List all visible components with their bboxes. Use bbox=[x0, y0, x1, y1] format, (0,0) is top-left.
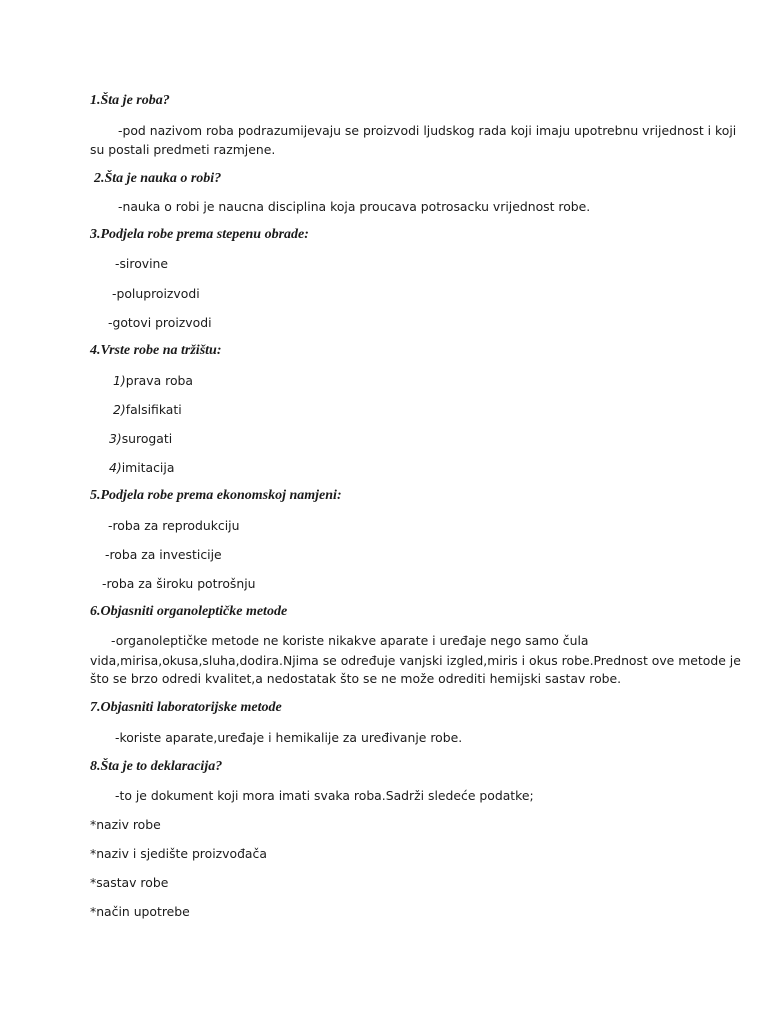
question-1-title: 1.Šta je roba? bbox=[90, 93, 170, 108]
list-item: -roba za široku potrošnju bbox=[102, 576, 256, 591]
list-item-number: 3) bbox=[109, 431, 122, 446]
list-item-number: 4) bbox=[109, 460, 122, 475]
list-item: *sastav robe bbox=[90, 875, 169, 890]
list-item: *naziv robe bbox=[90, 817, 161, 832]
question-6-answer-line-2: vida,mirisa,okusa,sluha,dodira.Njima se određuje vanjski izgled,miris i okus robe.Prednost ove metode je bbox=[90, 653, 741, 668]
question-4-title: 4.Vrste robe na tržištu: bbox=[90, 343, 222, 358]
question-7-answer: -koriste aparate,uređaje i hemikalije za uređivanje robe. bbox=[115, 730, 463, 745]
question-1-answer-line-2: su postali predmeti razmjene. bbox=[90, 142, 276, 157]
list-item-number: 2) bbox=[113, 402, 126, 417]
question-3-title: 3.Podjela robe prema stepenu obrade: bbox=[90, 227, 309, 242]
list-item: *naziv i sjedište proizvođača bbox=[90, 846, 267, 861]
question-1-answer-line-1: -pod nazivom roba podrazumijevaju se proizvodi ljudskog rada koji imaju upotrebnu vrijednost i koji bbox=[118, 123, 737, 138]
question-8-answer: -to je dokument koji mora imati svaka roba.Sadrži sledeće podatke; bbox=[115, 788, 534, 803]
list-item bbox=[113, 371, 193, 390]
list-item-text: falsifikati bbox=[125, 402, 182, 417]
list-item bbox=[109, 429, 172, 448]
list-item-text: imitacija bbox=[121, 460, 175, 475]
question-7-title: 7.Objasniti laboratorijske metode bbox=[90, 700, 282, 715]
list-item: -poluproizvodi bbox=[112, 286, 200, 301]
question-2-answer: -nauka o robi je naucna disciplina koja proucava potrosacku vrijednost robe. bbox=[118, 199, 591, 214]
list-item: -sirovine bbox=[115, 256, 169, 271]
list-item: *način upotrebe bbox=[90, 904, 190, 919]
question-5-title: 5.Podjela robe prema ekonomskoj namjeni: bbox=[90, 488, 342, 503]
question-2-title: 2.Šta je nauka o robi? bbox=[94, 171, 222, 186]
list-item: -gotovi proizvodi bbox=[108, 315, 212, 330]
question-6-answer-line-3: što se brzo odredi kvalitet,a nedostatak što se ne može odrediti hemijski sastav robe. bbox=[90, 671, 622, 686]
list-item: -roba za investicije bbox=[105, 547, 222, 562]
question-6-title: 6.Objasniti organoleptičke metode bbox=[90, 604, 288, 619]
list-item-text: prava roba bbox=[125, 373, 193, 388]
list-item-text: surogati bbox=[121, 431, 173, 446]
question-8-title: 8.Šta je to deklaracija? bbox=[90, 759, 223, 774]
list-item-number: 1) bbox=[113, 373, 126, 388]
question-6-answer-line-1: -organoleptičke metode ne koriste nikakve aparate i uređaje nego samo čula bbox=[111, 633, 589, 648]
list-item bbox=[113, 400, 182, 419]
list-item: -roba za reprodukciju bbox=[108, 518, 240, 533]
list-item bbox=[109, 458, 174, 477]
